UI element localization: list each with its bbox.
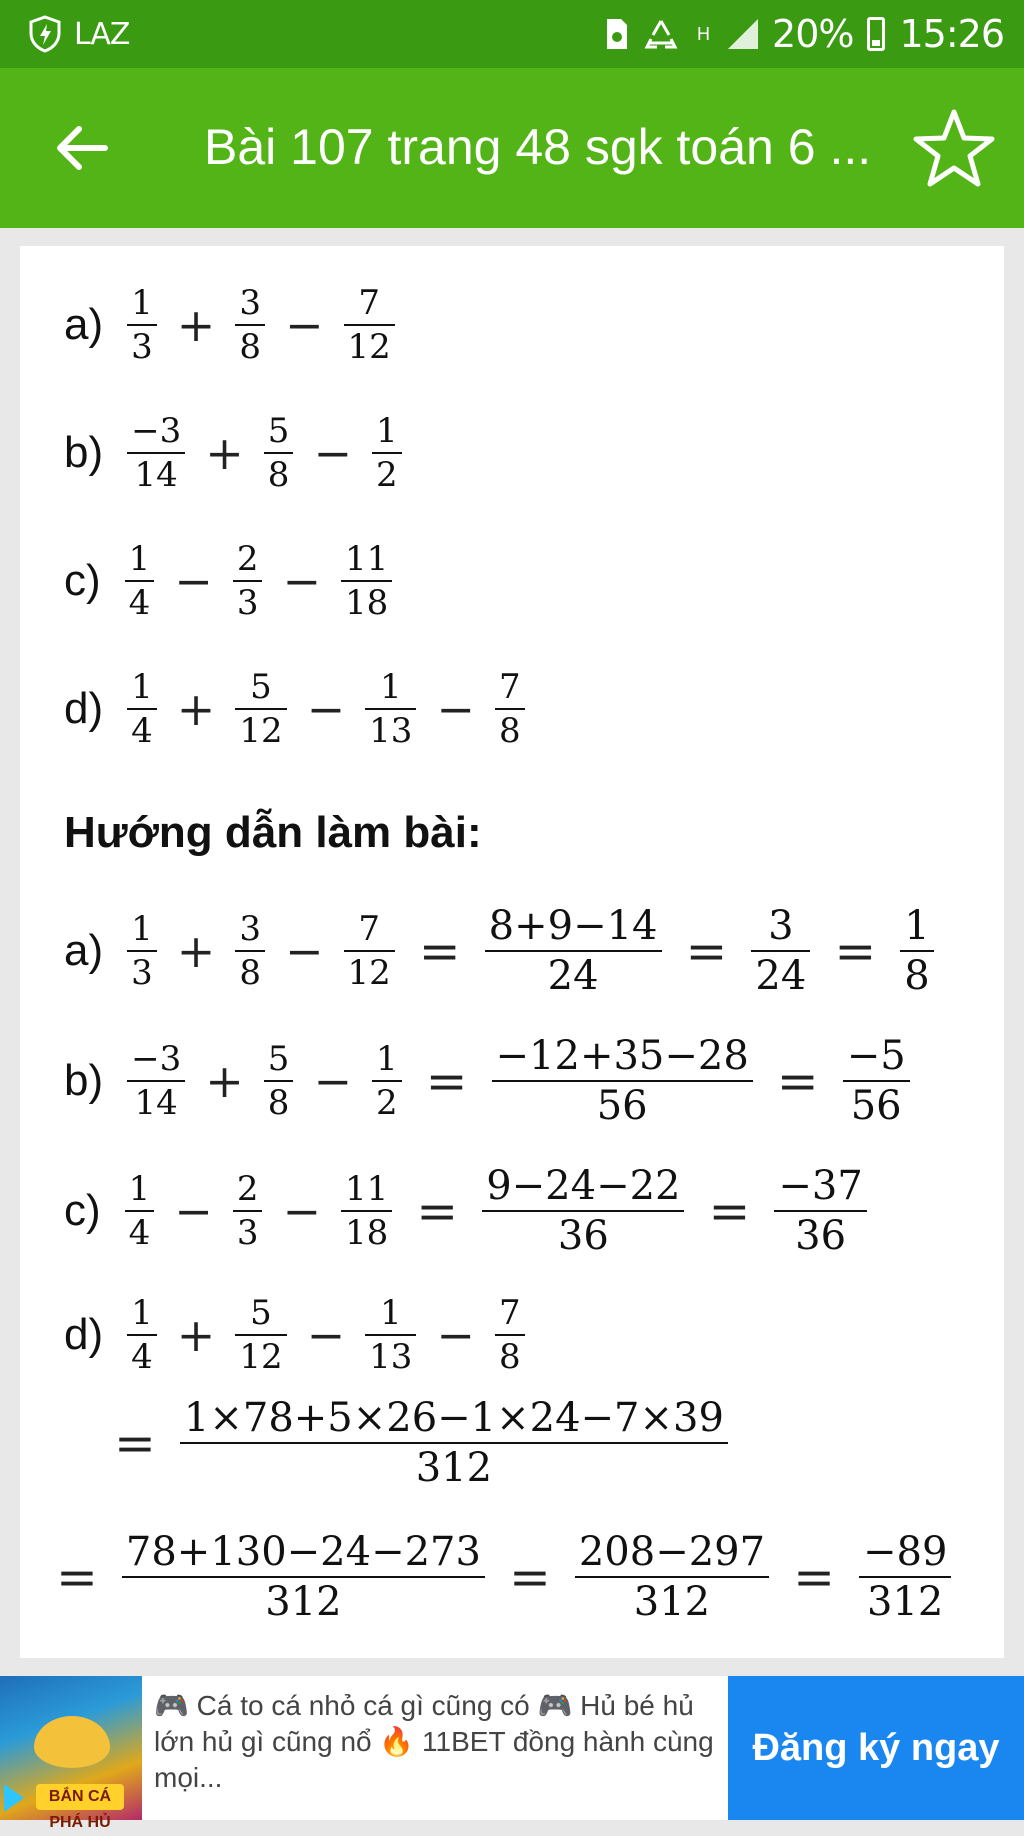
sd-card-icon: [603, 17, 629, 51]
numerator: 5: [267, 411, 290, 451]
fraction: [127, 1039, 185, 1123]
denominator: 3: [131, 327, 153, 367]
solution-b: [64, 1033, 916, 1129]
numerator: 1: [379, 667, 402, 707]
solution-a: [64, 903, 940, 999]
operator: −: [313, 426, 352, 480]
numerator: 1: [375, 1039, 398, 1079]
operator: −: [174, 1184, 213, 1238]
numerator: 7: [498, 667, 521, 707]
arrow-left-icon: [55, 125, 109, 171]
fraction: [127, 411, 185, 495]
fraction: [575, 1529, 769, 1625]
denominator: 12: [239, 711, 283, 751]
numerator: −89: [862, 1529, 948, 1575]
denominator: 312: [633, 1579, 711, 1625]
numerator: 7: [358, 283, 380, 323]
numerator: 7: [498, 1293, 521, 1333]
numerator: −37: [778, 1163, 863, 1209]
favorite-button[interactable]: [912, 106, 996, 190]
numerator: 11: [345, 1169, 389, 1209]
status-bar: [0, 0, 1024, 68]
denominator: 8: [498, 1337, 521, 1377]
exercise-a: [64, 283, 401, 367]
denominator: 4: [128, 583, 151, 623]
battery-icon: [867, 17, 885, 51]
fraction: [127, 283, 157, 367]
numerator: 7: [358, 909, 380, 949]
fraction: [264, 411, 294, 495]
operator: +: [176, 1308, 216, 1362]
numerator: 5: [250, 667, 272, 707]
fraction: [235, 667, 286, 751]
denominator: 312: [867, 1579, 944, 1625]
numerator: 1: [375, 411, 398, 451]
fraction: [900, 903, 933, 999]
operator: −: [174, 554, 213, 608]
solution-d-step-2: [56, 1529, 957, 1625]
denominator: 12: [347, 327, 391, 367]
denominator: 8: [267, 455, 290, 495]
numerator: 78+130−24−273: [125, 1529, 481, 1575]
guide-heading: Hướng dẫn làm bài:: [64, 808, 482, 857]
denominator: 312: [265, 1579, 342, 1625]
app-bar: [0, 68, 1024, 228]
fraction: [233, 1169, 263, 1253]
back-button[interactable]: [44, 110, 120, 186]
numerator: 1: [904, 903, 930, 949]
play-icon: [4, 1784, 24, 1812]
equals-sign: =: [834, 922, 877, 980]
content-card: [20, 246, 1004, 1658]
denominator: 24: [547, 953, 599, 999]
denominator: 8: [904, 953, 930, 999]
battery-percent: 20%: [772, 12, 854, 56]
item-label: b): [64, 428, 104, 477]
numerator: 5: [250, 1293, 272, 1333]
fraction: [485, 903, 662, 999]
equals-sign: =: [416, 1182, 459, 1240]
fraction: [125, 1169, 155, 1253]
equals-sign: =: [776, 1052, 819, 1110]
numerator: −3: [131, 1039, 182, 1079]
operator: −: [284, 298, 324, 352]
operator: −: [436, 682, 475, 736]
item-label: c): [64, 556, 101, 605]
numerator: 2: [236, 539, 259, 579]
exercise-d: [64, 667, 531, 751]
fraction: [751, 903, 810, 999]
operator: −: [284, 924, 324, 978]
fraction: [264, 1039, 294, 1123]
operator: +: [205, 426, 244, 480]
denominator: 14: [134, 455, 178, 495]
numerator: 1: [128, 1169, 151, 1209]
denominator: 13: [369, 711, 413, 751]
denominator: 12: [239, 1337, 283, 1377]
denominator: 8: [239, 953, 261, 993]
denominator: 2: [375, 1083, 398, 1123]
fraction: [774, 1163, 866, 1259]
equals-sign: =: [508, 1548, 551, 1606]
numerator: 11: [345, 539, 389, 579]
denominator: 56: [850, 1083, 902, 1129]
denominator: 312: [415, 1445, 493, 1491]
numerator: 1×78+5×26−1×24−7×39: [183, 1395, 724, 1441]
numerator: 208−297: [578, 1529, 766, 1575]
page-title: Bài 107 trang 48 sgk toán 6 ...: [204, 119, 872, 175]
denominator: 56: [596, 1083, 648, 1129]
item-label: a): [64, 926, 104, 975]
operator: +: [205, 1054, 244, 1108]
denominator: 8: [498, 711, 521, 751]
equals-sign: =: [425, 1052, 468, 1110]
operator: +: [176, 682, 216, 736]
ad-banner[interactable]: [0, 1676, 1024, 1831]
fraction: [341, 539, 392, 623]
denominator: 8: [267, 1083, 290, 1123]
operator: +: [176, 924, 216, 978]
fraction: [127, 1293, 157, 1377]
numerator: 9−24−22: [486, 1163, 681, 1209]
exercise-b: [64, 411, 408, 495]
fraction: [843, 1033, 910, 1129]
numerator: 1: [131, 667, 153, 707]
numerator: −3: [131, 411, 182, 451]
network-type: H: [697, 24, 711, 44]
denominator: 18: [345, 583, 389, 623]
star-outline-icon: [912, 106, 996, 190]
equals-sign: =: [793, 1548, 835, 1606]
numerator: 8+9−14: [488, 903, 658, 949]
operator: −: [282, 554, 322, 608]
item-label: d): [64, 1310, 104, 1359]
fraction: [482, 1163, 684, 1259]
fraction: [233, 539, 263, 623]
status-app-label: LAZ: [74, 16, 130, 52]
equals-sign: =: [708, 1182, 751, 1240]
article-content: [20, 246, 1004, 1658]
fraction: [127, 667, 157, 751]
operator: −: [313, 1054, 352, 1108]
fraction: [372, 411, 402, 495]
fraction: [344, 283, 395, 367]
denominator: 4: [131, 711, 153, 751]
ad-image-tag: BẮN CÁ PHÁ HỦ: [36, 1784, 124, 1810]
numerator: 1: [379, 1293, 402, 1333]
fraction: [341, 1169, 392, 1253]
denominator: 4: [131, 1337, 153, 1377]
fraction: [492, 1033, 753, 1129]
denominator: 13: [369, 1337, 413, 1377]
fish-graphic: [34, 1716, 110, 1768]
denominator: 3: [131, 953, 153, 993]
fraction: [127, 909, 157, 993]
numerator: 1: [131, 909, 153, 949]
operator: −: [436, 1308, 475, 1362]
fraction: [495, 667, 525, 751]
fraction: [495, 1293, 525, 1377]
ad-text[interactable]: 🎮 Cá to cá nhỏ cá gì cũng có 🎮 Hủ bé hủ lớn hủ gì cũng nổ 🔥 11BET đồng hành cùng mọi...: [154, 1690, 714, 1793]
exercise-c: [64, 539, 398, 623]
denominator: 36: [795, 1213, 847, 1259]
fraction: [235, 909, 265, 993]
fraction: [372, 1039, 402, 1123]
numerator: 3: [239, 283, 261, 323]
numerator: −5: [846, 1033, 906, 1079]
signal-icon: [728, 19, 758, 49]
solution-c: [64, 1163, 873, 1259]
denominator: 24: [755, 953, 807, 999]
fraction: [235, 1293, 286, 1377]
clock: 15:26: [899, 12, 1004, 56]
item-label: b): [64, 1056, 104, 1105]
denominator: 36: [557, 1213, 609, 1259]
fraction: [365, 1293, 416, 1377]
operator: −: [282, 1184, 322, 1238]
solution-d-step-1: [114, 1395, 734, 1491]
numerator: 3: [239, 909, 261, 949]
fraction: [125, 539, 155, 623]
fraction: [859, 1529, 951, 1625]
denominator: 3: [236, 1213, 259, 1253]
fraction: [180, 1395, 728, 1491]
fraction: [122, 1529, 485, 1625]
denominator: 4: [128, 1213, 151, 1253]
equals-sign: =: [56, 1548, 98, 1606]
equals-sign: =: [114, 1414, 156, 1472]
ad-image[interactable]: [0, 1676, 142, 1831]
denominator: 14: [134, 1083, 178, 1123]
item-label: d): [64, 684, 104, 733]
denominator: 2: [375, 455, 398, 495]
denominator: 18: [345, 1213, 389, 1253]
solution-d: [64, 1293, 531, 1377]
numerator: 2: [236, 1169, 259, 1209]
item-label: c): [64, 1186, 101, 1235]
numerator: −12+35−28: [495, 1033, 749, 1079]
numerator: 5: [267, 1039, 290, 1079]
numerator: 1: [131, 1293, 153, 1333]
denominator: 8: [239, 327, 261, 367]
recycle-icon: [643, 17, 679, 51]
shield-icon: [28, 15, 62, 53]
operator: −: [306, 1308, 346, 1362]
denominator: 3: [236, 583, 259, 623]
equals-sign: =: [418, 922, 461, 980]
numerator: 1: [128, 539, 151, 579]
operator: −: [306, 682, 346, 736]
numerator: 3: [768, 903, 794, 949]
equals-sign: =: [685, 922, 728, 980]
item-label: a): [64, 300, 104, 349]
ad-cta-button[interactable]: Đăng ký ngay: [728, 1676, 1024, 1820]
fraction: [365, 667, 416, 751]
denominator: 12: [347, 953, 391, 993]
operator: +: [176, 298, 216, 352]
fraction: [344, 909, 395, 993]
fraction: [235, 283, 265, 367]
numerator: 1: [131, 283, 153, 323]
